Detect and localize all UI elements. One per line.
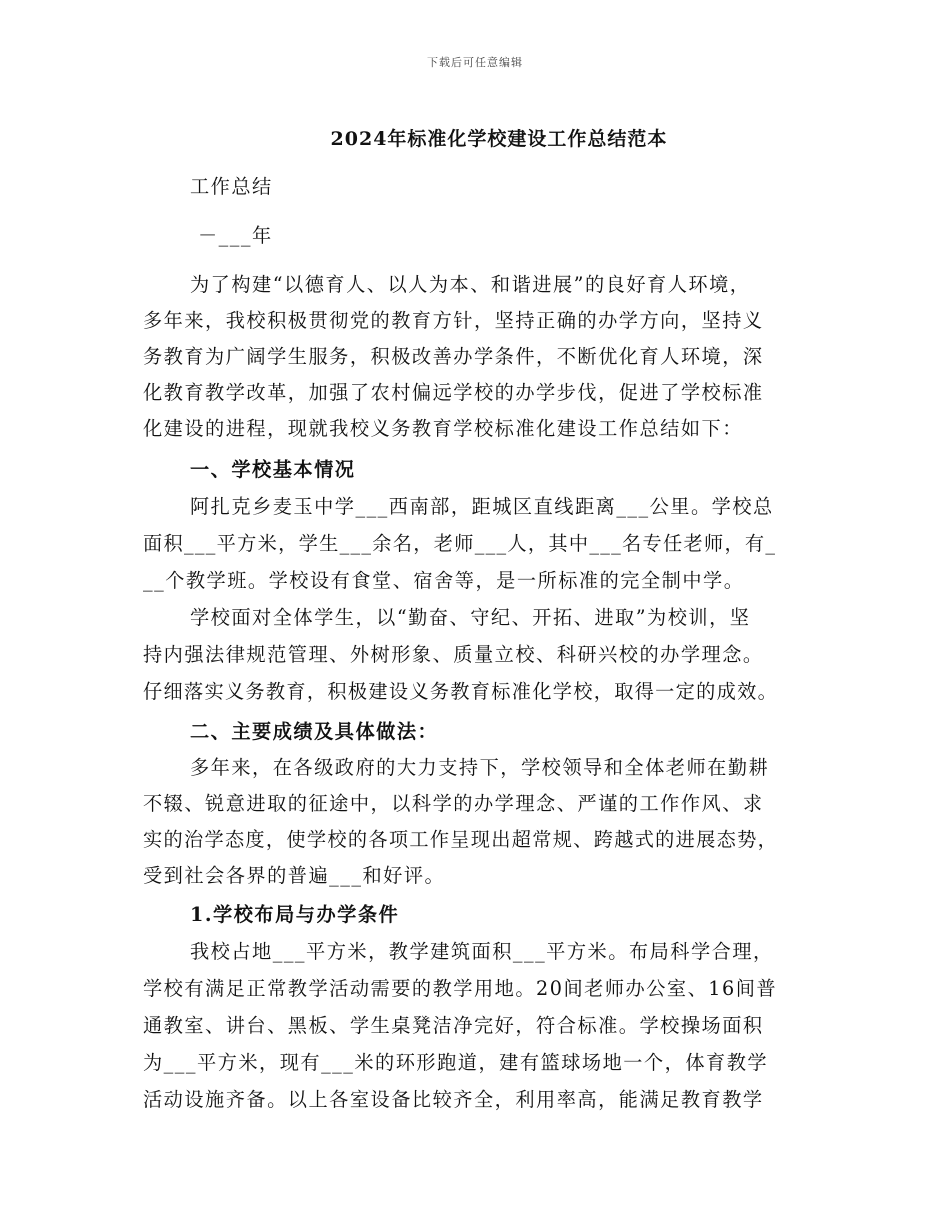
paragraph-line: 通教室、讲台、黑板、学生桌凳洁净完好，符合标准。学校操场面积: [143, 1014, 764, 1037]
paragraph-line: 学校有满足正常教学活动需要的教学用地。20间老师办公室、16间普: [143, 977, 778, 1000]
intro-line: 多年来，我校积极贯彻党的教育方针，坚持正确的办学方向，坚持义: [143, 309, 764, 332]
paragraph-line: 为___平方米，现有___米的环形跑道，建有篮球场地一个，体育教学: [143, 1051, 769, 1074]
paragraph-line: 多年来，在各级政府的大力支持下，学校领导和全体老师在勤耕: [190, 756, 770, 779]
paragraph-line: 受到社会各界的普遍___和好评。: [143, 864, 446, 887]
year-line: －___年: [198, 224, 273, 247]
section-heading: 一、学校基本情况: [190, 458, 356, 481]
paragraph-line: 仔细落实义务教育，积极建设义务教育标准化学校，取得一定的成效。: [143, 680, 779, 703]
paragraph-line: 活动设施齐备。以上各室设备比较齐全，利用率高，能满足教育教学: [143, 1088, 764, 1111]
intro-line: 为了构建“以德育人、以人为本、和谐进展”的良好育人环境，: [190, 273, 751, 296]
section-heading: 二、主要成绩及具体做法：: [190, 720, 439, 743]
paragraph-line: 实的治学态度，使学校的各项工作呈现出超常规、跨越式的进展态势，: [143, 828, 779, 851]
paragraph-line: 我校占地___平方米，教学建筑面积___平方米。布局科学合理，: [190, 940, 774, 963]
subtitle: 工作总结: [190, 175, 273, 198]
document-title: 2024年标准化学校建设工作总结范本: [330, 128, 668, 150]
subsection-heading: 1.学校布局与办学条件: [190, 903, 400, 926]
intro-line: 化教育教学改革，加强了农村偏远学校的办学步伐，促进了学校标准: [143, 381, 764, 404]
paragraph-line: 持内强法律规范管理、外树形象、质量立校、科研兴校的办学理念。: [143, 643, 764, 666]
header-note: 下载后可任意编辑: [427, 56, 523, 69]
intro-line: 化建设的进程，现就我校义务教育学校标准化建设工作总结如下：: [143, 417, 743, 440]
paragraph-line: 面积___平方米，学生___余名，老师___人，其中___名专任老师，有_: [143, 532, 777, 555]
paragraph-line: 不辍、锐意进取的征途中，以科学的办学理念、严谨的工作作风、求: [143, 792, 764, 815]
paragraph-line: 阿扎克乡麦玉中学___西南部，距城区直线距离___公里。学校总: [190, 495, 774, 518]
paragraph-line: 学校面对全体学生，以“勤奋、守纪、开拓、进取”为校训，坚: [190, 606, 751, 629]
intro-line: 务教育为广阔学生服务，积极改善办学条件，不断优化育人环境，深: [143, 345, 764, 368]
paragraph-line: __个教学班。学校设有食堂、宿舍等，是一所标准的完全制中学。: [143, 569, 745, 592]
